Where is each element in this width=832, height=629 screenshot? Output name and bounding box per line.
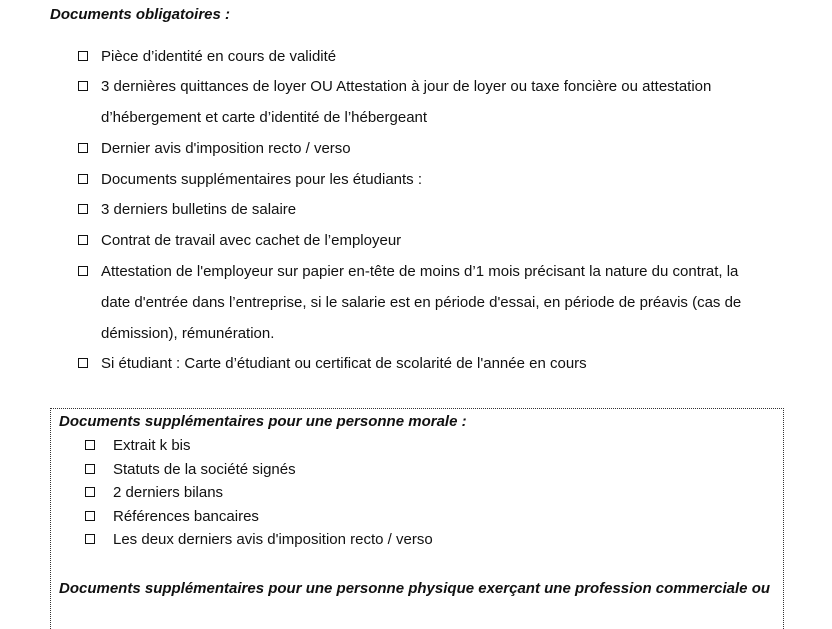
checkbox-icon[interactable] bbox=[78, 358, 88, 368]
list-item-text: Pièce d’identité en cours de validité bbox=[101, 48, 337, 65]
checkbox-icon[interactable] bbox=[78, 81, 88, 91]
checkbox-icon[interactable] bbox=[85, 440, 95, 450]
checkbox-icon[interactable] bbox=[85, 464, 95, 474]
checkbox-icon[interactable] bbox=[85, 511, 95, 521]
section-title-legal-entity: Documents supplémentaires pour une personne morale : bbox=[59, 413, 467, 430]
list-item-text: Références bancaires bbox=[113, 508, 259, 525]
checkbox-icon[interactable] bbox=[78, 143, 88, 153]
list-item-text: 3 dernières quittances de loyer OU Attestation à jour de loyer ou taxe foncière ou attestation bbox=[101, 78, 712, 95]
checkbox-icon[interactable] bbox=[78, 235, 88, 245]
section-title-commercial-profession: Documents supplémentaires pour une personne physique exerçant une profession commerciale ou bbox=[59, 580, 771, 597]
list-item-text: Statuts de la société signés bbox=[113, 461, 296, 478]
list-item-text: 3 derniers bulletins de salaire bbox=[101, 201, 297, 218]
checkbox-icon[interactable] bbox=[78, 204, 88, 214]
checkbox-icon[interactable] bbox=[78, 266, 88, 276]
list-item-text: Contrat de travail avec cachet de l’employeur bbox=[101, 232, 402, 249]
list-item-text: Documents supplémentaires pour les étudiants : bbox=[101, 171, 423, 188]
checkbox-icon[interactable] bbox=[85, 487, 95, 497]
checkbox-icon[interactable] bbox=[78, 174, 88, 184]
list-item-text: Attestation de l'employeur sur papier en-tête de moins d’1 mois précisant la nature du contrat, la bbox=[101, 263, 739, 280]
checkbox-icon[interactable] bbox=[78, 51, 88, 61]
list-item-text: démission), rémunération. bbox=[101, 325, 275, 342]
checkbox-icon[interactable] bbox=[85, 534, 95, 544]
list-item-text: Dernier avis d'imposition recto / verso bbox=[101, 140, 351, 157]
list-item-text: Les deux derniers avis d'imposition recto / verso bbox=[113, 531, 433, 548]
list-item-text: Extrait k bis bbox=[113, 437, 191, 454]
list-item-text: 2 derniers bilans bbox=[113, 484, 224, 501]
list-item-text: d’hébergement et carte d’identité de l’hébergeant bbox=[101, 109, 428, 126]
legal-entity-box bbox=[50, 408, 784, 629]
list-item-text: date d'entrée dans l’entreprise, si le salarie est en période d'essai, en période de préavis (cas de bbox=[101, 294, 742, 311]
section-title-mandatory-documents: Documents obligatoires : bbox=[50, 6, 231, 23]
list-item-text: Si étudiant : Carte d’étudiant ou certificat de scolarité de l'année en cours bbox=[101, 355, 587, 372]
